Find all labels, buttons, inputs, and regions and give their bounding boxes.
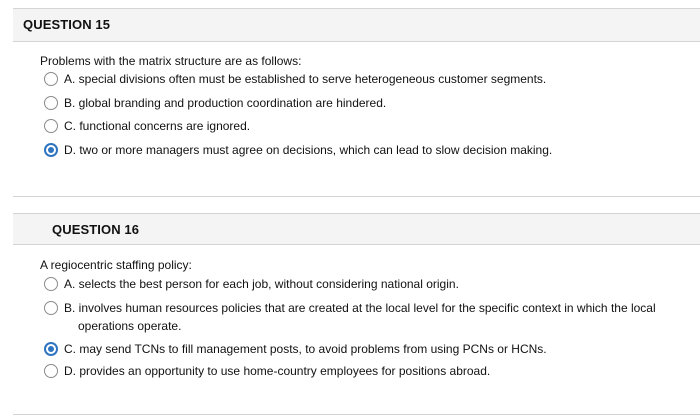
q15-option-a[interactable]	[44, 70, 546, 88]
q15-option-c[interactable]	[44, 117, 250, 135]
radio-unselected-icon[interactable]	[44, 364, 58, 378]
q16-option-a[interactable]	[44, 275, 459, 293]
q15-prompt: Problems with the matrix structure are as follows:	[40, 54, 302, 68]
q16-heading: QUESTION 16	[52, 222, 140, 237]
q16-option-d-text: D. provides an opportunity to use home-country employees for positions abroad.	[64, 364, 491, 378]
q15-option-c-text: C. functional concerns are ignored.	[64, 119, 251, 133]
q15-header-band	[13, 9, 700, 41]
radio-unselected-icon[interactable]	[44, 96, 58, 110]
q15-option-d[interactable]	[44, 141, 552, 159]
radio-unselected-icon[interactable]	[44, 301, 58, 315]
q15-header-rule	[13, 41, 700, 42]
q16-option-d[interactable]	[44, 362, 490, 380]
q16-option-b-line2: operations operate.	[78, 319, 182, 333]
q15-option-a-text: A. special divisions often must be established to serve heterogeneous customer segments.	[64, 72, 547, 86]
q15-option-b[interactable]	[44, 94, 386, 112]
q16-option-b-text	[64, 299, 656, 335]
q16-header-rule	[13, 244, 700, 245]
q16-option-b[interactable]	[44, 299, 694, 335]
radio-unselected-icon[interactable]	[44, 72, 58, 86]
q16-option-c-text: C. may send TCNs to fill management posts, to avoid problems from using PCNs or HCNs.	[64, 342, 547, 356]
q15-heading: QUESTION 15	[23, 17, 111, 32]
radio-selected-icon[interactable]	[44, 143, 58, 157]
q15-option-d-text: D. two or more managers must agree on decisions, which can lead to slow decision making.	[64, 143, 553, 157]
radio-selected-icon[interactable]	[44, 342, 58, 356]
radio-unselected-icon[interactable]	[44, 277, 58, 291]
q16-option-c[interactable]	[44, 340, 547, 358]
q16-option-a-text: A. selects the best person for each job, without considering national origin.	[64, 277, 459, 291]
q16-option-b-line1: B. involves human resources policies that are created at the local level for the specific context in which the local	[64, 301, 656, 315]
radio-unselected-icon[interactable]	[44, 119, 58, 133]
q15-bottom-rule	[13, 196, 700, 197]
q16-prompt: A regiocentric staffing policy:	[40, 258, 192, 272]
q16-bottom-rule	[13, 414, 700, 415]
q15-option-b-text: B. global branding and production coordination are hindered.	[64, 96, 387, 110]
